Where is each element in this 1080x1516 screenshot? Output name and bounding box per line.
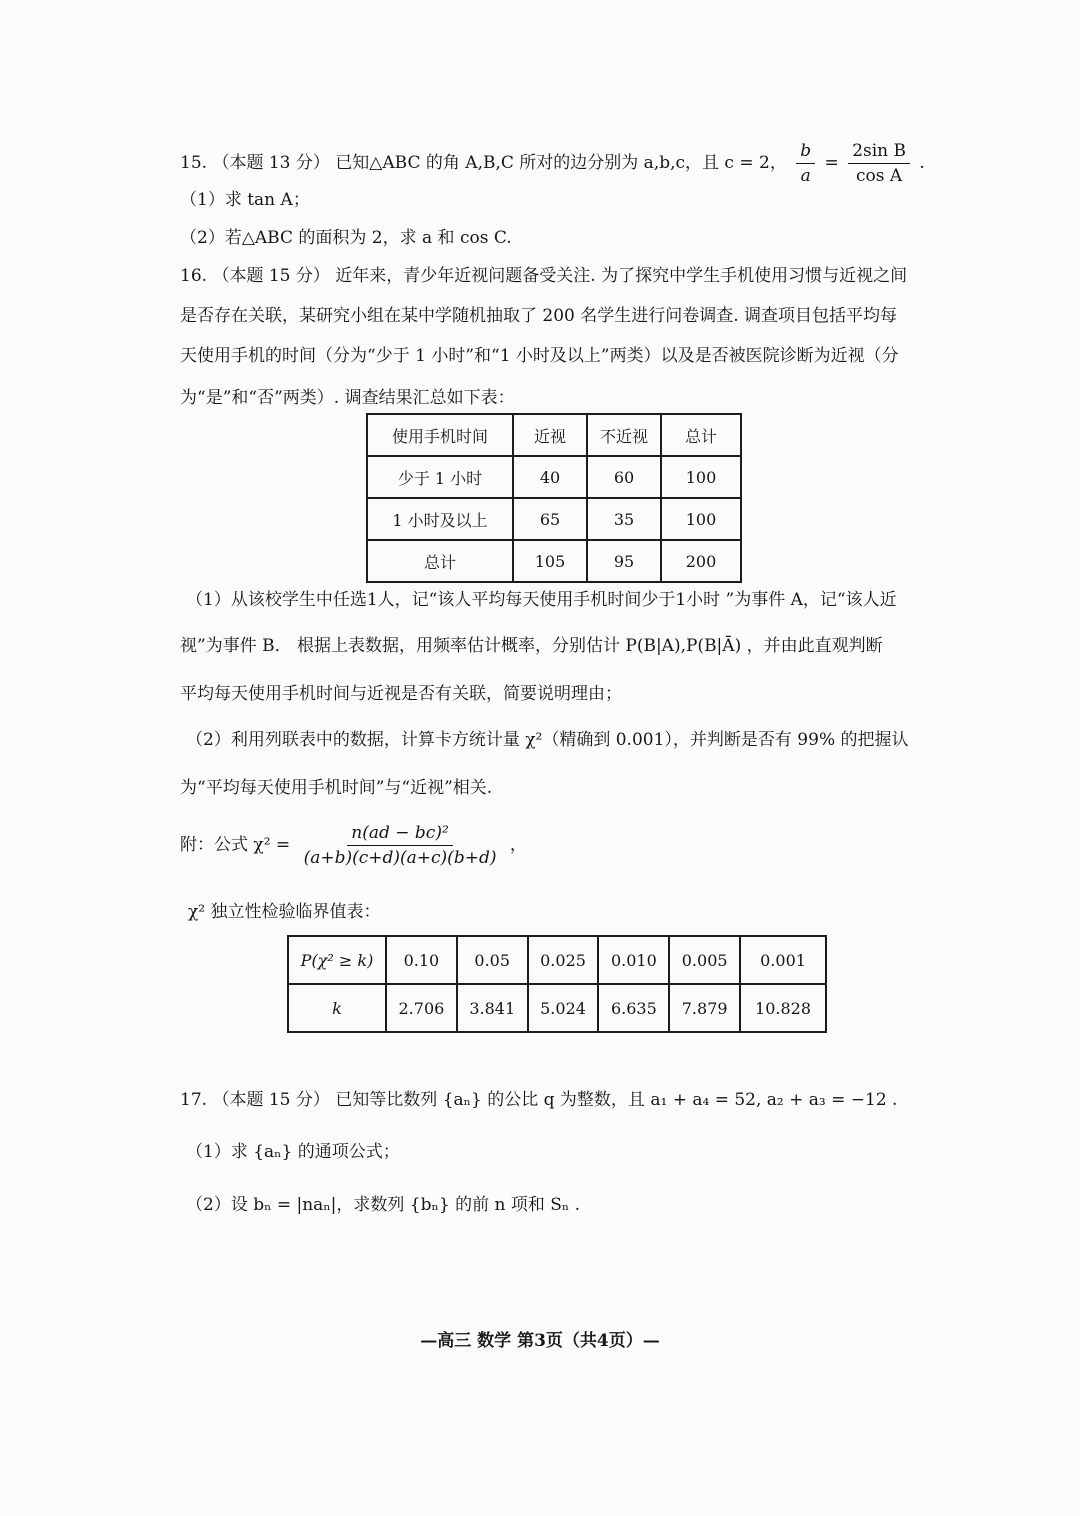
q15-stem-text: 已知△ABC 的角 A,B,C 所对的边分别为 a,b,c，且 c = 2， bbox=[335, 153, 787, 173]
q16-line-2: 是否存在关联，某研究小组在某中学随机抽取了 200 名学生进行问卷调查. 调查项目包括平均每 bbox=[180, 306, 898, 326]
q15-stem bbox=[180, 140, 925, 187]
survey-cell: 65 bbox=[513, 498, 587, 540]
critical-p-cell: 0.05 bbox=[457, 936, 528, 984]
critical-value-table bbox=[287, 935, 827, 1033]
critical-k-cell: 10.828 bbox=[740, 984, 826, 1032]
survey-cell: 60 bbox=[587, 456, 661, 498]
chi-square-formula bbox=[180, 818, 527, 872]
survey-cell: 95 bbox=[587, 540, 661, 582]
critical-k-cell: 7.879 bbox=[669, 984, 740, 1032]
q16-part1-line-1: （1）从该校学生中任选1人，记“该人平均每天使用手机时间少于1小时 ”为事件 A，记“该人近 bbox=[186, 590, 897, 610]
formula-label: 附：公式 χ² = bbox=[180, 835, 291, 855]
q16-part1-line-3: 平均每天使用手机时间与近视是否有关联，简要说明理由； bbox=[180, 684, 622, 704]
q16-points: （本题 15 分） bbox=[212, 266, 330, 286]
survey-cell: 100 bbox=[661, 498, 741, 540]
survey-table bbox=[366, 413, 742, 583]
survey-header-row bbox=[367, 414, 741, 456]
q15-equals: = bbox=[824, 153, 839, 173]
critical-k-cell: 5.024 bbox=[528, 984, 599, 1032]
q17-stem bbox=[180, 1088, 897, 1112]
page-footer: —高三 数学 第3页（共4页）— bbox=[420, 1331, 660, 1351]
q15-fraction-right bbox=[848, 140, 910, 187]
q16-line-4: 为“是”和“否”两类）. 调查结果汇总如下表： bbox=[180, 388, 515, 408]
survey-header-cell: 近视 bbox=[513, 414, 587, 456]
survey-header-cell: 总计 bbox=[661, 414, 741, 456]
q16-part1-line-2: 视”为事件 B． 根据上表数据，用频率估计概率，分别估计 P(B|A),P(B|Ā) ，并由此直观判断 bbox=[180, 636, 883, 656]
q15-frac-left-den: a bbox=[800, 166, 811, 186]
q15-number: 15. bbox=[180, 153, 208, 173]
q17-points: （本题 15 分） bbox=[212, 1090, 330, 1110]
q15-fraction-left bbox=[796, 140, 815, 187]
q17-stem-text: 已知等比数列 {aₙ} 的公比 q 为整数，且 a₁ + a₄ = 52, a₂ + a₃ = −12 . bbox=[335, 1090, 898, 1110]
survey-cell: 40 bbox=[513, 456, 587, 498]
critical-p-cell: 0.010 bbox=[598, 936, 669, 984]
survey-cell: 105 bbox=[513, 540, 587, 582]
formula-fraction bbox=[300, 822, 501, 869]
survey-row bbox=[367, 540, 741, 582]
q15-stem-end: . bbox=[919, 153, 925, 173]
survey-cell: 35 bbox=[587, 498, 661, 540]
critical-p-cell: 0.025 bbox=[528, 936, 599, 984]
critical-p-row bbox=[288, 936, 826, 984]
q15-part2: （2）若△ABC 的面积为 2，求 a 和 cos C. bbox=[180, 228, 512, 248]
survey-cell: 200 bbox=[661, 540, 741, 582]
q16-part2-line-2: 为“平均每天使用手机时间”与“近视”相关. bbox=[180, 778, 493, 798]
survey-cell: 少于 1 小时 bbox=[367, 456, 513, 498]
critical-k-cell: 2.706 bbox=[386, 984, 457, 1032]
q17-part1: （1）求 {aₙ} 的通项公式； bbox=[186, 1142, 400, 1162]
q15-part1: （1）求 tan A； bbox=[180, 190, 310, 210]
q15-frac-right-num: 2sin B bbox=[848, 140, 910, 164]
survey-header-cell: 使用手机时间 bbox=[367, 414, 513, 456]
critical-p-cell: 0.005 bbox=[669, 936, 740, 984]
q16-line-3: 天使用手机的时间（分为“少于 1 小时”和“1 小时及以上”两类）以及是否被医院诊断为近视（分 bbox=[180, 346, 899, 366]
survey-cell: 100 bbox=[661, 456, 741, 498]
survey-header-cell: 不近视 bbox=[587, 414, 661, 456]
q16-line-1 bbox=[180, 264, 907, 288]
formula-end: ， bbox=[509, 835, 527, 855]
critical-k-row bbox=[288, 984, 826, 1032]
q15-points: （本题 13 分） bbox=[212, 153, 330, 173]
critical-p-label: P(χ² ≥ k) bbox=[288, 936, 386, 984]
critical-p-cell: 0.10 bbox=[386, 936, 457, 984]
critical-k-cell: 6.635 bbox=[598, 984, 669, 1032]
critical-table-title: χ² 独立性检验临界值表： bbox=[188, 902, 381, 922]
q15-frac-left-num: b bbox=[796, 140, 815, 164]
survey-row bbox=[367, 456, 741, 498]
q16-number: 16. bbox=[180, 266, 208, 286]
survey-cell: 1 小时及以上 bbox=[367, 498, 513, 540]
q17-number: 17. bbox=[180, 1090, 208, 1110]
survey-cell: 总计 bbox=[367, 540, 513, 582]
critical-k-cell: 3.841 bbox=[457, 984, 528, 1032]
q15-frac-right-den: cos A bbox=[856, 166, 903, 186]
q17-part2: （2）设 bₙ = |naₙ|，求数列 {bₙ} 的前 n 项和 Sₙ . bbox=[186, 1195, 581, 1215]
critical-p-cell: 0.001 bbox=[740, 936, 826, 984]
formula-denominator: (a+b)(c+d)(a+c)(b+d) bbox=[303, 848, 497, 868]
survey-row bbox=[367, 498, 741, 540]
formula-numerator: n(ad − bc)² bbox=[347, 822, 453, 846]
critical-k-label: k bbox=[288, 984, 386, 1032]
q16-text-1: 近年来，青少年近视问题备受关注. 为了探究中学生手机使用习惯与近视之间 bbox=[335, 266, 908, 286]
q16-part2-line-1: （2）利用列联表中的数据，计算卡方统计量 χ²（精确到 0.001），并判断是否有 99% 的把握认 bbox=[186, 730, 909, 750]
